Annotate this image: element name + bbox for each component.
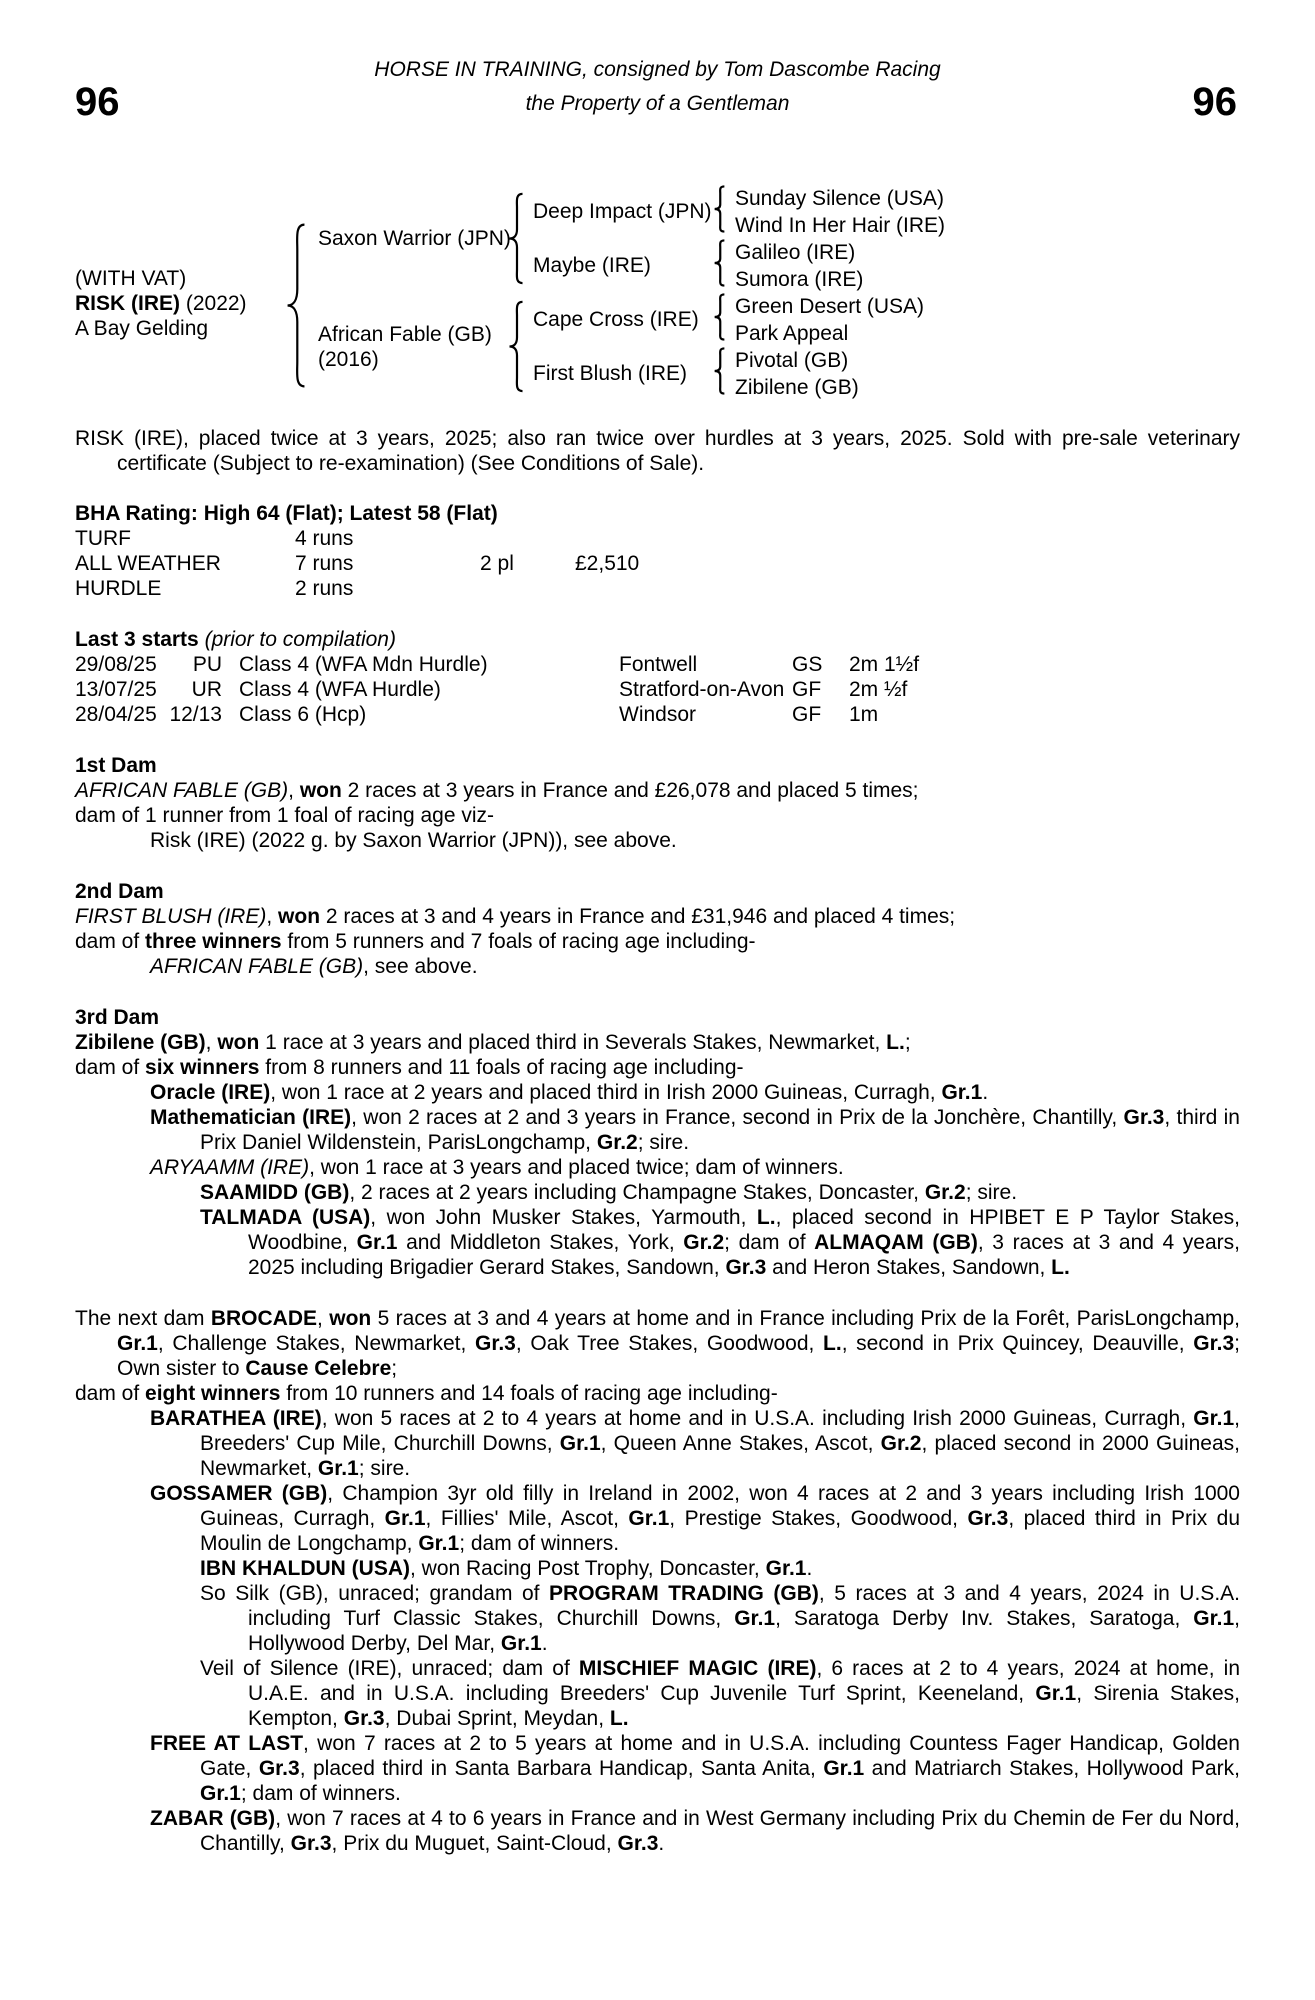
dam-year: (2016) xyxy=(318,348,379,371)
text-run: and Middleton Stakes, York, xyxy=(397,1231,684,1254)
text-run: ALMAQAM (GB) xyxy=(814,1231,978,1254)
text-run: ; sire. xyxy=(965,1181,1018,1204)
pedigree-brace-ss xyxy=(712,186,727,232)
cell-going: GF xyxy=(792,678,822,701)
cell-placed xyxy=(480,576,575,601)
text-run: RISK (IRE), placed twice at 3 years, 2025; also ran twice over hurdles at 3 years, 2025. Sold with pre-sale veterinary certificate (Subject to re-examination) (See Conditions of Sale). xyxy=(75,427,1240,475)
cell-pos: 12/13 xyxy=(169,703,222,726)
text-run: , placed second in HPIBET E P Taylor Stakes, Woodbine, xyxy=(248,1206,1240,1254)
dam-sections xyxy=(75,753,1240,1856)
catalog-paragraph xyxy=(75,1080,1240,1105)
table-row xyxy=(75,677,1240,702)
dam-sire-name: Cape Cross (IRE) xyxy=(533,308,699,331)
catalog-paragraph xyxy=(75,1381,1240,1406)
text-run: Mathematician (IRE) xyxy=(150,1106,352,1129)
text-run: Gr.2 xyxy=(924,1181,966,1204)
last-starts-title: Last 3 starts xyxy=(75,628,199,651)
lot-number-right: 96 xyxy=(1192,80,1237,124)
cell-surface: TURF xyxy=(75,527,131,550)
text-run: FREE AT LAST xyxy=(150,1732,304,1755)
text-run: AFRICAN FABLE (GB) xyxy=(150,955,364,978)
text-run: ; dam of winners. xyxy=(459,1532,620,1555)
text-run: ; dam of xyxy=(724,1231,815,1254)
cell-course: Windsor xyxy=(619,703,697,726)
text-run: IBN KHALDUN (USA) xyxy=(200,1557,410,1580)
property-line: the Property of a Gentleman xyxy=(525,92,790,115)
text-run: won xyxy=(278,905,321,928)
text-run: 1 race at 3 years and placed third in Severals Stakes, Newmarket, xyxy=(259,1031,887,1054)
text-run: from 5 runners and 7 foals of racing age including- xyxy=(281,930,756,953)
text-run: , placed third in Prix du Moulin de Longchamp, xyxy=(200,1507,1241,1555)
text-run: Gr.3 xyxy=(1123,1106,1165,1129)
text-run: from 8 runners and 11 foals of racing age including- xyxy=(259,1056,744,1079)
text-run: L. xyxy=(756,1206,776,1229)
text-run: . xyxy=(982,1081,989,1104)
text-run: , won 5 races at 2 to 4 years at home and in U.S.A. including Irish 2000 Guineas, Curragh, xyxy=(321,1407,1194,1430)
text-run: won xyxy=(299,779,342,802)
text-run: , Saratoga Derby Inv. Stakes, Saratoga, xyxy=(775,1607,1194,1630)
horse-year: (2022) xyxy=(185,292,247,315)
text-run: The next dam xyxy=(75,1307,211,1330)
cell-placed xyxy=(480,526,575,551)
horse-name-line xyxy=(75,293,247,314)
text-run: , 3 races at 3 and 4 years, 2025 including Brigadier Gerard Stakes, Sandown, xyxy=(248,1231,1240,1279)
dam-section xyxy=(75,879,1240,979)
text-run: ARYAAMM (IRE) xyxy=(150,1156,310,1179)
text-run: BROCADE xyxy=(210,1307,318,1330)
text-run: Gr.3 xyxy=(258,1757,300,1780)
dam-section xyxy=(75,1306,1240,1856)
text-run: . xyxy=(658,1832,665,1855)
race-record-note xyxy=(75,426,1240,476)
sire-dam-name: Maybe (IRE) xyxy=(533,254,651,277)
catalog-paragraph xyxy=(75,1731,1240,1806)
catalog-paragraph xyxy=(75,1656,1240,1731)
text-run: , Queen Anne Stakes, Ascot, xyxy=(600,1432,881,1455)
ggp-dam-sire-sire: Green Desert (USA) xyxy=(735,295,925,318)
cell-date: 28/04/25 xyxy=(75,703,157,726)
text-run: three winners xyxy=(145,930,282,953)
text-run: 5 races at 3 and 4 years at home and in France including Prix de la Forêt, ParisLongchamp, xyxy=(371,1307,1241,1330)
text-run: Gr.1 xyxy=(941,1081,983,1104)
text-run: , won 7 races at 4 to 6 years in France and in West Germany including Prix du Chemin de Fer du Nord, Chantilly, xyxy=(200,1807,1241,1855)
catalog-paragraph xyxy=(75,778,1240,803)
text-run: ; sire. xyxy=(637,1131,690,1154)
text-run: MISCHIEF MAGIC (IRE) xyxy=(578,1657,817,1680)
cell-earnings: £2,510 xyxy=(575,552,640,575)
text-run: , Sirenia Stakes, Kempton, xyxy=(248,1682,1240,1730)
text-run: dam of xyxy=(75,930,146,953)
text-run: , Breeders' Cup Mile, Churchill Downs, xyxy=(200,1407,1240,1455)
text-run: , placed second in 2000 Guineas, Newmarket, xyxy=(200,1432,1240,1480)
text-run: Oracle (IRE) xyxy=(150,1081,271,1104)
text-run: PROGRAM TRADING (GB) xyxy=(549,1582,819,1605)
cell-dist: 1m xyxy=(849,703,879,726)
last-starts-heading xyxy=(75,627,1240,652)
text-run: Gr.3 xyxy=(725,1256,767,1279)
cell-placed: 2 pl xyxy=(480,552,514,575)
text-run: FIRST BLUSH (IRE) xyxy=(75,905,267,928)
text-run: L. xyxy=(886,1031,905,1054)
text-run: ; dam of winners. xyxy=(240,1782,401,1805)
dam-section xyxy=(75,1005,1240,1280)
catalog-paragraph xyxy=(75,1581,1240,1656)
cell-date: 29/08/25 xyxy=(75,653,157,676)
text-run: TALMADA (USA) xyxy=(200,1206,371,1229)
cell-race: Class 4 (WFA Hurdle) xyxy=(239,678,441,701)
pedigree-brace-dd xyxy=(712,348,727,394)
text-run: Gr.1 xyxy=(117,1332,158,1355)
text-run: L. xyxy=(1051,1256,1070,1279)
dam-heading: 3rd Dam xyxy=(75,1006,160,1029)
cell-dist: 2m ½f xyxy=(849,678,908,701)
cell-course: Stratford-on-Avon xyxy=(619,678,785,701)
cell-pos: PU xyxy=(192,653,222,676)
dam-heading: 1st Dam xyxy=(75,754,157,777)
catalog-paragraph xyxy=(75,904,1240,929)
text-run: 2 races at 3 years in France and £26,078 and placed 5 times; xyxy=(341,779,919,802)
text-run: Gr.1 xyxy=(823,1757,865,1780)
dam-heading: 2nd Dam xyxy=(75,880,164,903)
text-run: , Champion 3yr old filly in Ireland in 2002, won 4 races at 2 and 3 years including Irish 1000 Guineas, Curragh, xyxy=(200,1482,1240,1530)
pedigree-brace-sd xyxy=(712,240,727,286)
text-run: , xyxy=(266,905,279,928)
text-run: , won Racing Post Trophy, Doncaster, xyxy=(409,1557,766,1580)
text-run: 2 races at 3 and 4 years in France and £31,946 and placed 4 times; xyxy=(320,905,956,928)
text-run: ; xyxy=(904,1031,911,1054)
text-run: Gr.2 xyxy=(683,1231,725,1254)
text-run: Gr.3 xyxy=(617,1832,659,1855)
text-run: , Fillies' Mile, Ascot, xyxy=(425,1507,629,1530)
text-run: eight winners xyxy=(145,1382,281,1405)
table-row xyxy=(75,526,1240,551)
text-run: , won 7 races at 2 to 5 years at home and in U.S.A. including Countess Fager Handicap, Golden Gate, xyxy=(200,1732,1240,1780)
text-run: Gr.1 xyxy=(1035,1682,1077,1705)
cell-race: Class 4 (WFA Mdn Hurdle) xyxy=(239,653,488,676)
text-run: Gr.1 xyxy=(317,1457,359,1480)
text-run: , Oak Tree Stakes, Goodwood, xyxy=(515,1332,824,1355)
catalog-paragraph xyxy=(75,1556,1240,1581)
text-run: , Hollywood Derby, Del Mar, xyxy=(248,1607,1240,1655)
ggp-sire-dam-dam: Sumora (IRE) xyxy=(735,268,864,291)
cell-surface: ALL WEATHER xyxy=(75,552,221,575)
bha-record-table xyxy=(75,526,1240,601)
catalog-paragraph xyxy=(75,929,1240,954)
bha-rating-heading: BHA Rating: High 64 (Flat); Latest 58 (Flat) xyxy=(75,502,498,525)
text-run: , 6 races at 2 to 4 years, 2024 at home, in U.A.E. and in U.S.A. including Breeders' Cup Juvenile Turf Sprint, Keeneland, xyxy=(248,1657,1240,1705)
cell-date: 13/07/25 xyxy=(75,678,157,701)
text-run: , 5 races at 3 and 4 years, 2024 in U.S.A. including Turf Classic Stakes, Churchill Downs, xyxy=(248,1582,1240,1630)
text-run: ; xyxy=(391,1357,398,1380)
text-run: So Silk (GB), unraced; grandam of xyxy=(200,1582,550,1605)
text-run: ; Own sister to xyxy=(117,1332,1240,1380)
catalog-paragraph xyxy=(75,1481,1240,1556)
text-run: Gr.1 xyxy=(200,1782,241,1805)
text-run: Gr.1 xyxy=(765,1557,807,1580)
text-run: . xyxy=(806,1557,813,1580)
dam-section xyxy=(75,753,1240,853)
cell-dist: 2m 1½f xyxy=(849,653,920,676)
vat-note: (WITH VAT) xyxy=(75,267,187,290)
text-run: SAAMIDD (GB) xyxy=(200,1181,350,1204)
cell-surface: HURDLE xyxy=(75,577,162,600)
text-run: , third in Prix Daniel Wildenstein, ParisLongchamp, xyxy=(200,1106,1240,1154)
text-run: Gr.3 xyxy=(343,1707,385,1730)
text-run: Gr.1 xyxy=(356,1231,398,1254)
last-starts-subtitle: (prior to compilation) xyxy=(204,628,396,651)
text-run: , won 2 races at 2 and 3 years in France, second in Prix de la Jonchère, Chantilly, xyxy=(351,1106,1124,1129)
catalog-paragraph xyxy=(75,803,1240,828)
horse-description: A Bay Gelding xyxy=(75,317,209,340)
cell-runs: 7 runs xyxy=(295,552,354,575)
pedigree-brace-ds xyxy=(712,294,727,340)
pedigree-brace-dam xyxy=(506,301,526,392)
catalog-paragraph xyxy=(75,1406,1240,1481)
cell-earnings xyxy=(575,526,1240,551)
ggp-sire-sire-sire: Sunday Silence (USA) xyxy=(735,187,944,210)
catalog-paragraph xyxy=(75,1055,1240,1080)
consignor-line: HORSE IN TRAINING, consigned by Tom Dascombe Racing xyxy=(374,58,941,81)
dam-name: African Fable (GB) xyxy=(318,323,492,346)
catalog-paragraph xyxy=(75,1155,1240,1180)
text-run: Gr.3 xyxy=(290,1832,332,1855)
text-run: Gr.3 xyxy=(475,1332,516,1355)
catalog-paragraph xyxy=(75,1306,1240,1381)
text-run: Gr.1 xyxy=(734,1607,776,1630)
catalog-paragraph xyxy=(75,1105,1240,1155)
text-run: , won 1 race at 2 years and placed third in Irish 2000 Guineas, Curragh, xyxy=(270,1081,942,1104)
text-run: BARATHEA (IRE) xyxy=(150,1407,322,1430)
ggp-dam-dam-sire: Pivotal (GB) xyxy=(735,349,849,372)
cell-race: Class 6 (Hcp) xyxy=(239,703,367,726)
text-run: Gr.1 xyxy=(384,1507,426,1530)
ggp-dam-sire-dam: Park Appeal xyxy=(735,322,849,345)
text-run: Gr.1 xyxy=(1193,1607,1235,1630)
catalog-paragraph xyxy=(75,1180,1240,1205)
ggp-dam-dam-dam: Zibilene (GB) xyxy=(735,376,859,399)
cell-pos: UR xyxy=(191,678,222,701)
cell-going: GS xyxy=(792,653,823,676)
text-run: from 10 runners and 14 foals of racing age including- xyxy=(280,1382,778,1405)
text-run: Gr.2 xyxy=(880,1432,922,1455)
cell-course: Fontwell xyxy=(619,653,698,676)
ggp-sire-dam-sire: Galileo (IRE) xyxy=(735,241,856,264)
catalog-paragraph xyxy=(75,828,1240,853)
text-run: dam of xyxy=(75,1382,146,1405)
pedigree-tree xyxy=(75,184,1315,398)
text-run: , won John Musker Stakes, Yarmouth, xyxy=(370,1206,757,1229)
table-row xyxy=(75,702,1240,727)
last-starts-section xyxy=(75,627,1240,727)
text-run: , xyxy=(317,1307,330,1330)
text-run: L. xyxy=(823,1332,842,1355)
lot-number-left: 96 xyxy=(75,80,120,124)
text-run: , second in Prix Quincey, Deauville, xyxy=(841,1332,1194,1355)
text-run: Cause Celebre xyxy=(245,1357,392,1380)
text-run: Risk (IRE) (2022 g. by Saxon Warrior (JPN)), see above. xyxy=(150,829,677,852)
text-run: won xyxy=(329,1307,372,1330)
cell-earnings xyxy=(575,576,1240,601)
text-run: dam of 1 runner from 1 foal of racing age viz- xyxy=(75,804,495,827)
table-row xyxy=(75,652,1240,677)
catalog-paragraph xyxy=(75,954,1240,979)
text-run: AFRICAN FABLE (GB) xyxy=(75,779,289,802)
text-run: Gr.1 xyxy=(500,1632,542,1655)
text-run: Gr.1 xyxy=(559,1432,601,1455)
catalog-paragraph xyxy=(75,1030,1240,1055)
text-run: ; sire. xyxy=(358,1457,411,1480)
text-run: , Dubai Sprint, Meydan, xyxy=(384,1707,610,1730)
text-run: Gr.3 xyxy=(1193,1332,1235,1355)
text-run: and Matriarch Stakes, Hollywood Park, xyxy=(864,1757,1241,1780)
text-run: , placed third in Santa Barbara Handicap, Santa Anita, xyxy=(299,1757,824,1780)
horse-name: RISK (IRE) xyxy=(75,292,180,315)
text-run: , see above. xyxy=(363,955,478,978)
text-run: Gr.1 xyxy=(1193,1407,1235,1430)
text-run: , xyxy=(288,779,300,802)
text-run: GOSSAMER (GB) xyxy=(150,1482,328,1505)
text-run: , Prestige Stakes, Goodwood, xyxy=(669,1507,968,1530)
text-run: L. xyxy=(609,1707,629,1730)
text-run: . xyxy=(541,1632,548,1655)
text-run: Veil of Silence (IRE), unraced; dam of xyxy=(200,1657,579,1680)
text-run: dam of xyxy=(75,1056,146,1079)
text-run: Gr.1 xyxy=(628,1507,670,1530)
text-run: Zibilene (GB) xyxy=(75,1031,206,1054)
table-row xyxy=(75,551,1240,576)
sire-name: Saxon Warrior (JPN) xyxy=(318,227,511,250)
ggp-sire-sire-dam: Wind In Her Hair (IRE) xyxy=(735,214,946,237)
last-starts-table xyxy=(75,652,1240,727)
text-run: six winners xyxy=(145,1056,260,1079)
text-run: ZABAR (GB) xyxy=(150,1807,276,1830)
text-run: Gr.2 xyxy=(596,1131,638,1154)
text-run: won xyxy=(217,1031,260,1054)
cell-going: GF xyxy=(792,703,822,726)
text-run: Gr.1 xyxy=(418,1532,460,1555)
sire-sire-name: Deep Impact (JPN) xyxy=(533,200,712,223)
text-run: , 2 races at 2 years including Champagne Stakes, Doncaster, xyxy=(349,1181,925,1204)
pedigree-brace-gen1 xyxy=(283,223,309,388)
text-run: Gr.3 xyxy=(967,1507,1009,1530)
text-run: , Challenge Stakes, Newmarket, xyxy=(157,1332,475,1355)
text-run: and Heron Stakes, Sandown, xyxy=(766,1256,1052,1279)
text-run: , Prix du Muguet, Saint-Cloud, xyxy=(331,1832,618,1855)
table-row xyxy=(75,576,1240,601)
cell-runs: 4 runs xyxy=(295,527,354,550)
catalog-paragraph xyxy=(75,1806,1240,1856)
dam-dam-name: First Blush (IRE) xyxy=(533,362,688,385)
text-run: , won 1 race at 3 years and placed twice; dam of winners. xyxy=(309,1156,844,1179)
catalog-paragraph xyxy=(75,1205,1240,1280)
text-run: , xyxy=(205,1031,218,1054)
catalog-body xyxy=(75,426,1240,1856)
cell-runs: 2 runs xyxy=(295,577,354,600)
bha-section xyxy=(75,501,1240,601)
